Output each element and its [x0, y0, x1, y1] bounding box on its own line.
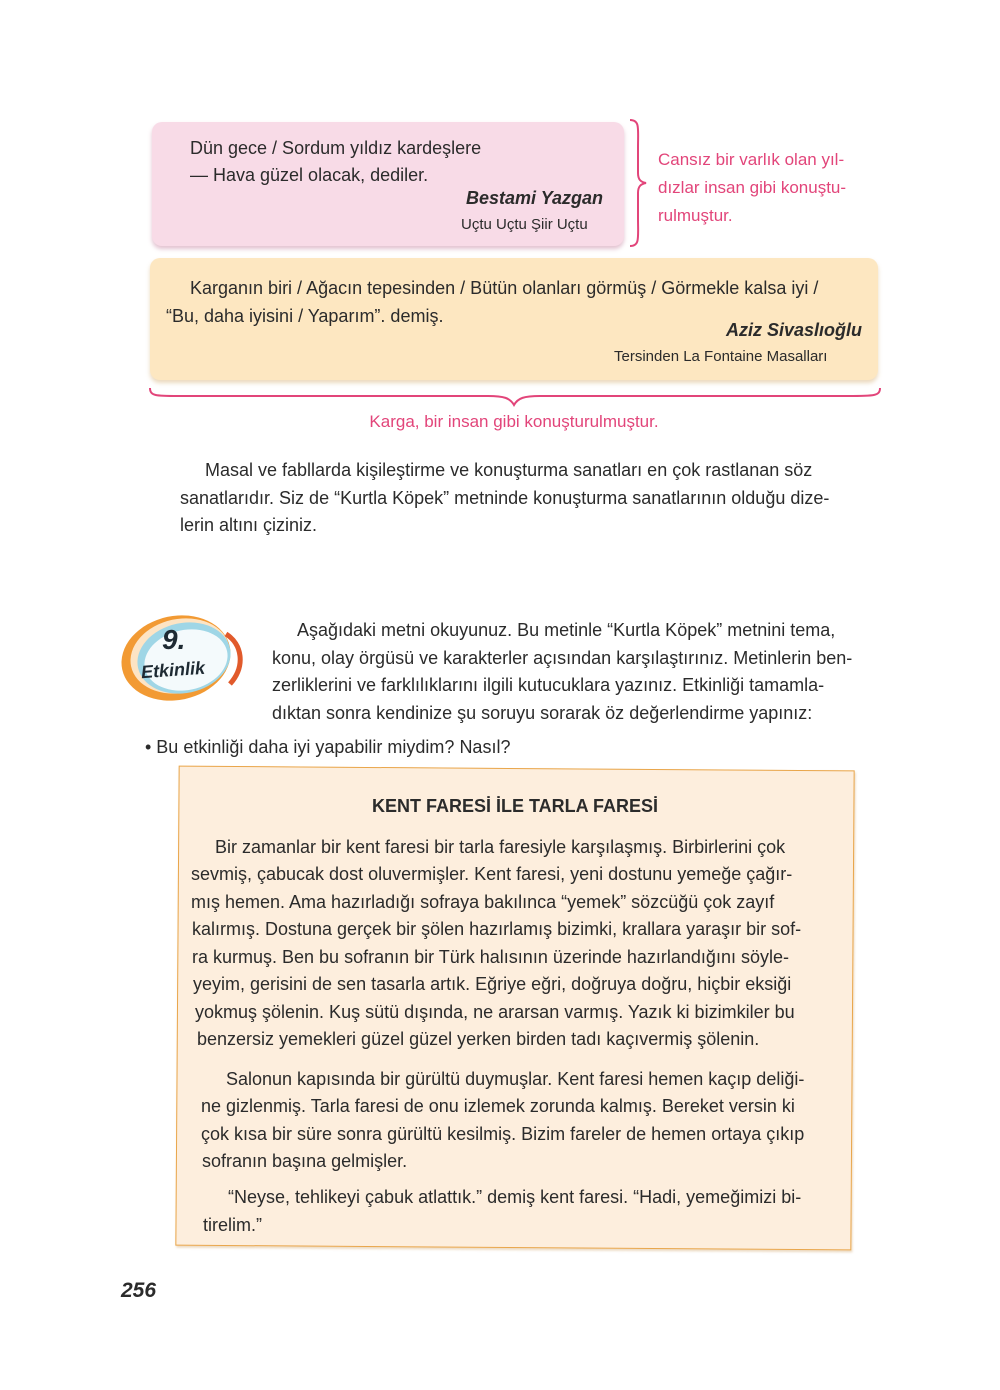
activity-line-4: dıktan sonra kendinize şu soruyu sorarak öz değerlendirme yapınız:	[272, 703, 813, 723]
story-p1-line-8: benzersiz yemekleri güzel güzel yerken birden tadı kaçıvermiş şölenin.	[197, 1029, 760, 1049]
poem2-source: Tersinden La Fontaine Masalları	[614, 348, 828, 365]
story-p2-line-3: çok kısa bir süre sonra gürültü kesilmiş. Bizim fareler de hemen ortaya çıkıp	[201, 1124, 805, 1144]
activity-line-3: zerliklerini ve farklılıklarını ilgili kutucuklara yazınız. Etkinliği tamamla-	[272, 675, 825, 695]
story-p1-line-5: ra kurmuş. Ben bu sofranın bir Türk halısının üzerinde hazırlandığını söyle-	[192, 947, 789, 967]
intro-line-2: sanatlarıdır. Siz de “Kurtla Köpek” metninde konuşturma sanatlarının olduğu dize-	[180, 488, 830, 508]
story-p1-line-2: sevmiş, çabucak dost oluvermişler. Kent faresi, yeni dostunu yemeğe çağır-	[191, 864, 793, 884]
story-p1-line-4: kalırmış. Dostuna gerçek bir şölen hazırlamış bizimki, krallara yaraşır bir sof-	[192, 919, 802, 939]
intro-line-1: Masal ve fabllarda kişileştirme ve konuşturma sanatları en çok rastlanan söz	[205, 460, 813, 480]
personification-note-crow: Karga, bir insan gibi konuşturulmuştur.	[369, 412, 659, 431]
bottom-brace-icon	[148, 384, 882, 408]
story-p1-line-7: yokmuş şölenin. Kuş sütü dışında, ne ararsan varmış. Yazık ki bizimkiler bu	[195, 1002, 795, 1022]
story-p1-line-6: yeyim, gerisini de sen tasarla artık. Eğriye eğri, doğruya doğru, hiçbir eksiği	[193, 974, 792, 994]
activity-label: Etkinlik	[140, 657, 206, 683]
poem1-source: Uçtu Uçtu Şiir Uçtu	[461, 216, 588, 233]
story-p3-line-2: tirelim.”	[203, 1215, 262, 1235]
activity-badge-icon	[114, 606, 264, 706]
intro-line-3: lerin altını çiziniz.	[180, 515, 318, 535]
story-title: KENT FARESİ İLE TARLA FARESİ	[371, 796, 658, 816]
poem1-line-1: Dün gece / Sordum yıldız kardeşlere	[190, 138, 482, 158]
right-brace-icon	[626, 118, 650, 248]
poem1-line-2: — Hava güzel olacak, dediler.	[190, 165, 429, 185]
personification-note-stars: Cansız bir varlık olan yıl- dızlar insan gibi konuştu- rulmuştur.	[658, 150, 847, 225]
story-p3-line-1: “Neyse, tehlikeyi çabuk atlattık.” demiş kent faresi. “Hadi, yemeğimizi bi-	[228, 1187, 802, 1207]
story-p2-line-4: sofranın başına gelmişler.	[202, 1151, 408, 1171]
activity-number: 9.	[162, 624, 186, 655]
activity-line-1: Aşağıdaki metni okuyunuz. Bu metinle “Kurtla Köpek” metnini tema,	[297, 620, 836, 640]
poem2-line-2: “Bu, daha iyisini / Yaparım”. demiş.	[166, 306, 444, 326]
story-p2-line-2: ne gizlenmiş. Tarla faresi de onu izlemek zorunda kalmış. Bereket versin ki	[201, 1096, 795, 1116]
activity-bullet-question: • Bu etkinliği daha iyi yapabilir miydim? Nasıl?	[145, 737, 511, 757]
story-p1-line-3: mış hemen. Ama hazırladığı sofraya bakılınca “yemek” sözcüğü çok zayıf	[191, 892, 775, 912]
page-number: 256	[121, 1279, 157, 1302]
story-p1-line-1: Bir zamanlar bir kent faresi bir tarla faresiyle karşılaşmış. Birbirlerini çok	[215, 837, 786, 857]
poem1-author: Bestami Yazgan	[466, 188, 604, 208]
poem2-line-1: Karganın biri / Ağacın tepesinden / Bütün olanları görmüş / Görmekle kalsa iyi /	[190, 278, 819, 298]
story-p2-line-1: Salonun kapısında bir gürültü duymuşlar. Kent faresi hemen kaçıp deliği-	[226, 1069, 805, 1089]
activity-line-2: konu, olay örgüsü ve karakterler açısından karşılaştırınız. Metinlerin ben-	[272, 648, 853, 668]
poem2-author: Aziz Sivaslıoğlu	[726, 320, 863, 340]
